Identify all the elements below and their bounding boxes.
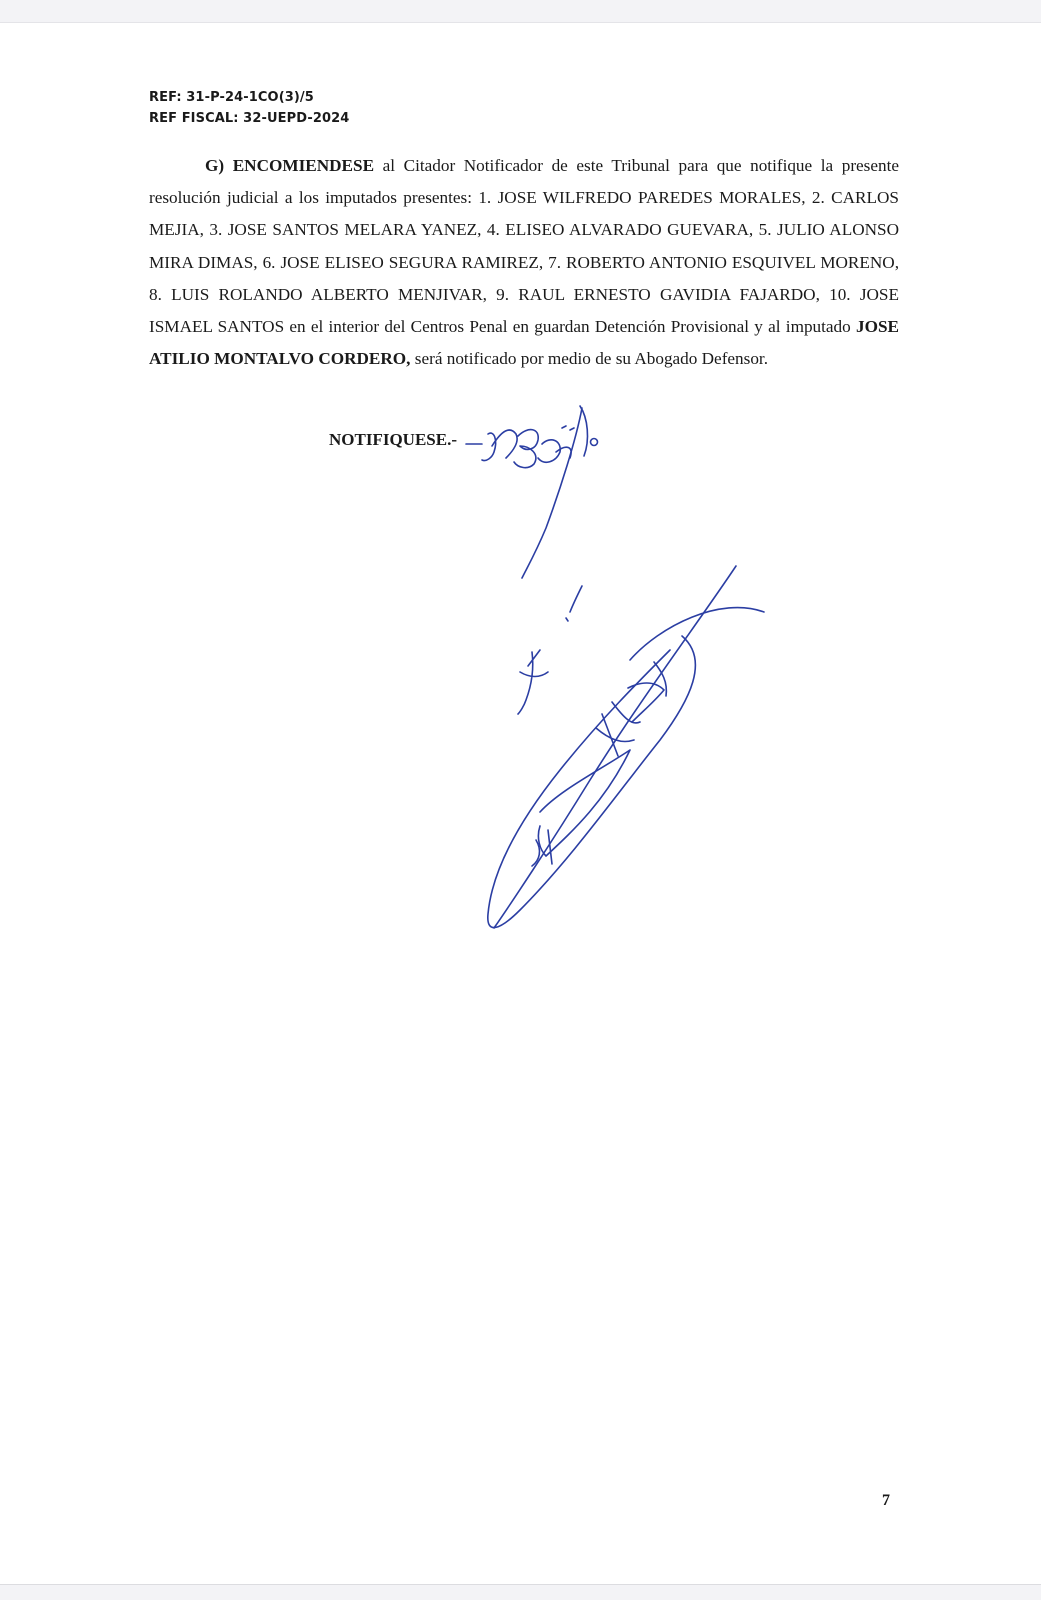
page-number: 7 bbox=[882, 1492, 890, 1509]
resolution-paragraph bbox=[149, 150, 899, 375]
fiscal-reference: REF FISCAL: 32-UEPD-2024 bbox=[149, 111, 350, 126]
lower-signature bbox=[488, 566, 764, 928]
paragraph-text-2: será notificado por medio de su Abogado Defensor. bbox=[414, 349, 768, 369]
top-edge bbox=[0, 0, 1041, 23]
reference-number: REF: 31-P-24-1CO(3)/5 bbox=[149, 90, 314, 105]
bottom-edge bbox=[0, 1584, 1041, 1600]
paragraph-text-1: al Citador Notificador de este Tribunal para que notifique la presente resolución judicial a los imputados presentes: 1. JOSE WILFREDO PAREDES MORALES, 2. CARLOS MEJIA, 3. JOSE SANTOS MELARA YANEZ, 4. ELISEO ALVARADO GUEVARA, 5. JULIO ALONSO MIRA DIMAS, 6. JOSE ELISEO SEGURA RAMIREZ, 7. ROBERTO ANTONIO ESQUIVEL MORENO, 8. LUIS ROLANDO ALBERTO MENJIVAR, 9. RAUL ERNESTO GAVIDIA FAJARDO, 10. JOSE ISMAEL SANTOS en el interior del Centros Penal en guardan Detención Provisional y al imputado bbox=[149, 156, 899, 337]
upper-signature bbox=[466, 406, 598, 578]
paragraph-verb: ENCOMIENDESE bbox=[232, 156, 375, 175]
closing-notifiquese: NOTIFIQUESE.- bbox=[329, 430, 457, 449]
paragraph-label: G) bbox=[205, 156, 225, 175]
defendant-name: JOSE ATILIO MONTALVO CORDERO, bbox=[149, 317, 899, 369]
